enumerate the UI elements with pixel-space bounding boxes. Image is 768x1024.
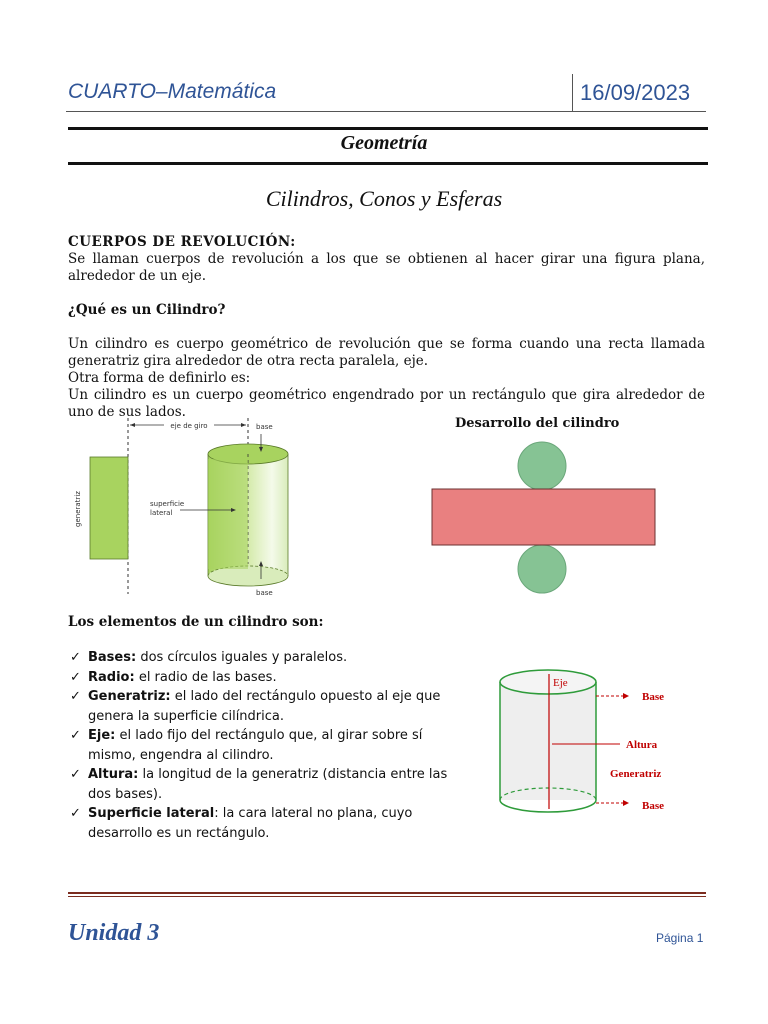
- footer-unit: Unidad 3: [68, 920, 160, 946]
- item-desc: el lado del rectángulo opuesto al eje que genera la superficie cilíndrica.: [88, 689, 441, 724]
- check-icon: ✓: [70, 728, 81, 743]
- base-top-label: Base: [642, 691, 664, 703]
- generatriz-label: generatriz: [74, 491, 82, 527]
- base-bottom-label: base: [256, 589, 273, 597]
- item-term: Altura:: [88, 767, 139, 782]
- item-desc: el radio de las bases.: [134, 669, 277, 685]
- page-title: Geometría: [340, 132, 428, 154]
- header-date: 16/09/2023: [580, 80, 691, 105]
- list-item: [68, 804, 468, 843]
- list-item: [68, 687, 468, 726]
- check-icon: ✓: [70, 767, 81, 782]
- cuerpos-text: Se llaman cuerpos de revolución a los que se obtienen al hacer girar una figura plana, alrededor de un eje.: [68, 251, 705, 284]
- footer-rule: [68, 892, 706, 894]
- header-course: CUARTO–Matemática: [68, 80, 277, 103]
- eje-label: Eje: [553, 677, 568, 689]
- net-rectangle: [432, 489, 655, 545]
- cylinder-net-figure: [425, 435, 665, 600]
- item-term: Eje:: [88, 728, 116, 743]
- elementos-list: [68, 648, 468, 843]
- item-desc: dos círculos iguales y paralelos.: [136, 650, 348, 665]
- lateral-label: lateral: [150, 509, 173, 517]
- header-divider: [572, 74, 573, 112]
- check-icon: ✓: [70, 650, 81, 665]
- item-desc: el lado fijo del rectángulo que, al girar sobre sí mismo, engendra al cilindro.: [88, 728, 423, 763]
- item-term: Bases:: [88, 650, 137, 665]
- item-desc: la longitud de la generatriz (distancia entre las dos bases).: [88, 767, 448, 802]
- cuerpos-heading: CUERPOS DE REVOLUCIÓN:: [68, 234, 296, 250]
- item-term: Superficie lateral: [88, 806, 215, 821]
- top-base-ellipse: [500, 670, 596, 694]
- generatriz-label: Generatriz: [610, 768, 662, 780]
- net-bottom-circle: [518, 545, 566, 593]
- superficie-label: superficie: [150, 500, 185, 508]
- footer-page-number: Página 1: [656, 931, 704, 945]
- title-rule-top: [68, 127, 708, 130]
- check-icon: ✓: [70, 689, 81, 704]
- generatriz-rectangle: [90, 457, 128, 559]
- check-icon: ✓: [70, 806, 81, 821]
- base-top-label: base: [256, 423, 273, 431]
- item-desc: : la cara lateral no plana, cuyo desarrollo es un rectángulo.: [88, 806, 413, 841]
- altura-label: Altura: [626, 739, 658, 751]
- list-item: [68, 726, 468, 765]
- list-item: [68, 765, 468, 804]
- net-top-circle: [518, 442, 566, 490]
- cylinder-generation-figure: [68, 414, 328, 604]
- base-bottom-label: Base: [642, 800, 664, 812]
- item-term: Radio:: [88, 669, 135, 685]
- desarrollo-title: Desarrollo del cilindro: [455, 416, 620, 431]
- list-item: [68, 668, 468, 688]
- eje-de-giro-label: eje de giro: [170, 422, 208, 430]
- cilindro-p1: Un cilindro es cuerpo geométrico de revolución que se forma cuando una recta llamada generatriz gira alrededor de otra recta paralela, eje.: [68, 336, 705, 369]
- cilindro-question: ¿Qué es un Cilindro?: [68, 302, 226, 318]
- page-subtitle: Cilindros, Conos y Esferas: [265, 186, 503, 211]
- item-term: Generatriz:: [88, 689, 171, 704]
- list-item: [68, 648, 468, 668]
- elementos-heading: Los elementos de un cilindro son:: [68, 614, 324, 630]
- check-icon: ✓: [70, 669, 81, 685]
- title-rule-bottom: [68, 162, 708, 165]
- cilindro-p3: Un cilindro es un cuerpo geométrico engendrado por un rectángulo que gira alrededor de uno de sus lados.: [68, 387, 705, 420]
- footer-rule-thin: [68, 896, 706, 897]
- cylinder-elements-figure: [492, 664, 702, 820]
- header-rule: [66, 111, 706, 112]
- cilindro-p2: Otra forma de definirlo es:: [68, 370, 251, 386]
